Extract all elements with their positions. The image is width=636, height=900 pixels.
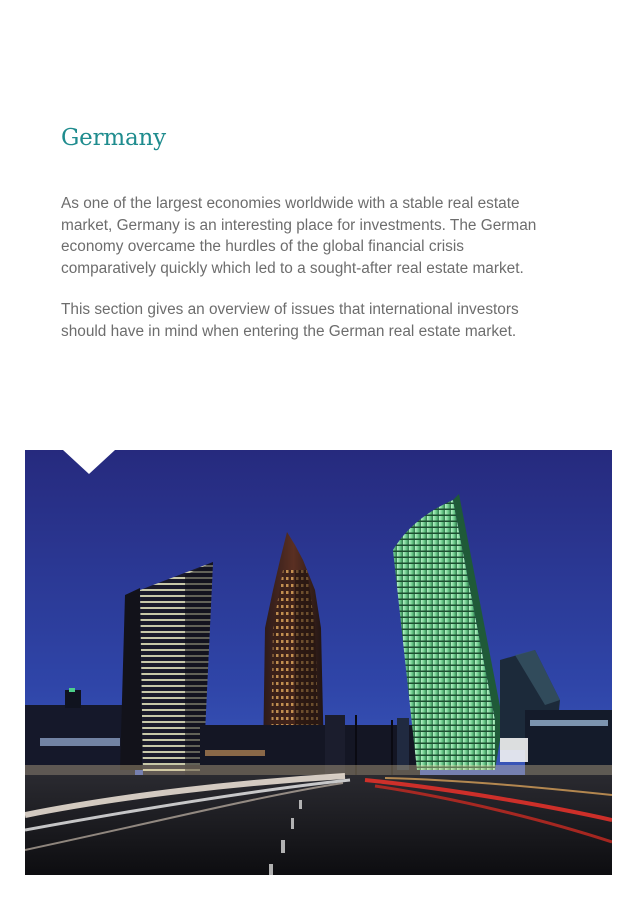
intro-paragraph: As one of the largest economies worldwide with a stable real estate market, Germany is an interesting place for investments. The German economy overcame the hurdles of the global financial crisis comparatively quickly which led to a sought-after real estate market.: [61, 195, 537, 277]
page-title: Germany: [61, 125, 166, 151]
city-skyline-photo: [25, 450, 612, 875]
street: [25, 775, 612, 875]
overview-paragraph: This section gives an overview of issues that international investors should have in mind when entering the German real estate market.: [61, 301, 519, 340]
